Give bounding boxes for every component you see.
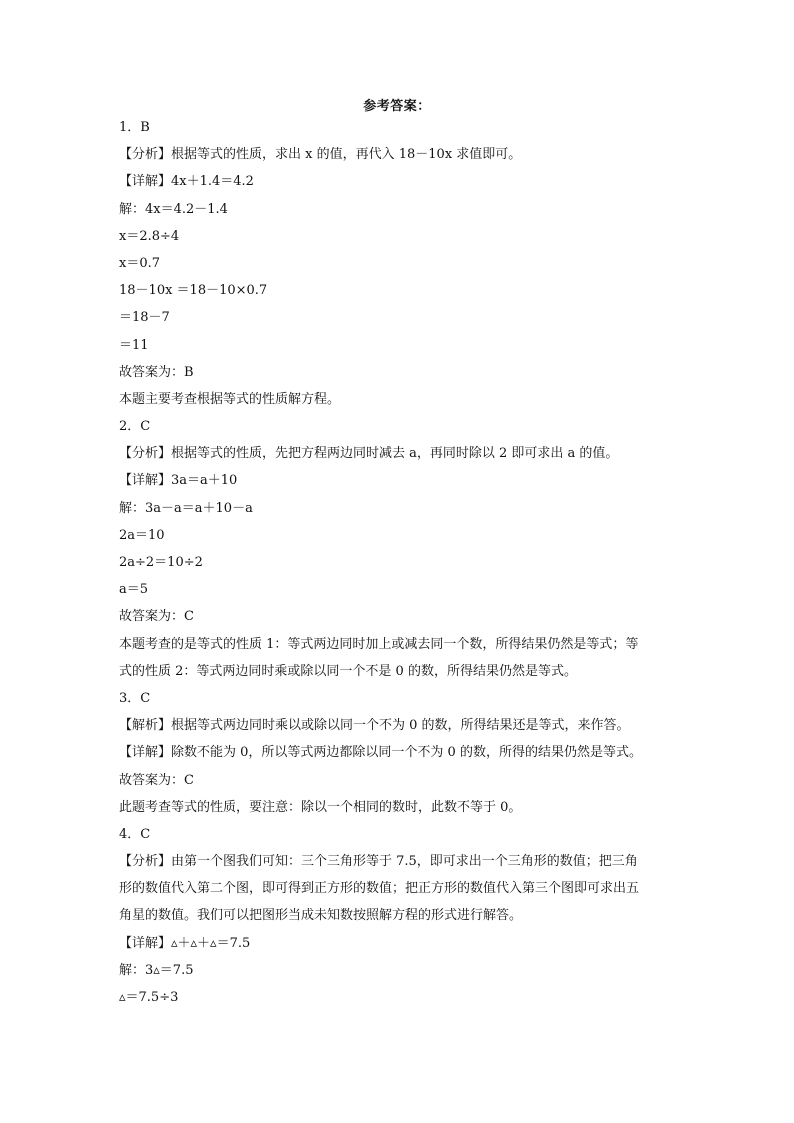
answer-2-analysis: 【分析】根据等式的性质，先把方程两边同时减去 a，再同时除以 2 即可求出 a 的值。 xyxy=(119,446,619,462)
answer-2-header: 2．C xyxy=(119,419,151,435)
answer-3-note: 此题考查等式的性质，要注意：除以一个相同的数时，此数不等于 0。 xyxy=(119,799,522,815)
answer-3-result: 故答案为：C xyxy=(119,772,194,788)
answer-4-analysis: 形的数值代入第二个图，即可得到正方形的数值；把正方形的数值代入第三个图即可求出五 xyxy=(119,881,640,897)
answer-3-detail: 【详解】除数不能为 0，所以等式两边都除以同一个不为 0 的数，所得的结果仍然是等式。 xyxy=(119,745,642,761)
answer-1-result: 故答案为：B xyxy=(119,364,194,380)
answer-2-note: 式的性质 2：等式两边同时乘或除以同一个不是 0 的数，所得结果仍然是等式。 xyxy=(119,663,577,679)
answer-1-step: 解：4x＝4.2－1.4 xyxy=(119,201,228,217)
answer-2-step: 2a÷2＝10÷2 xyxy=(119,555,203,570)
answer-2-step: 2a＝10 xyxy=(119,527,165,543)
answer-4-detail: 【详解】▵＋▵＋▵＝7.5 xyxy=(119,935,251,951)
answer-4-step: ▵＝7.5÷3 xyxy=(119,990,179,1005)
answer-1-step: x＝0.7 xyxy=(119,255,161,271)
answer-4-step: 解：3▵＝7.5 xyxy=(119,962,194,978)
answer-3-analysis: 【解析】根据等式两边同时乘以或除以同一个不为 0 的数，所得结果还是等式，来作答。 xyxy=(119,718,630,734)
answer-4-analysis: 【分析】由第一个图我们可知：三个三角形等于 7.5，即可求出一个三角形的数值；把三角 xyxy=(119,854,638,870)
answer-content xyxy=(119,114,679,1011)
answer-4-header: 4．C xyxy=(119,826,151,842)
answer-4-analysis: 角星的数值。我们可以把图形当成未知数按照解方程的形式进行解答。 xyxy=(119,908,523,924)
answer-2-note: 本题考查的是等式的性质 1：等式两边同时加上或减去同一个数，所得结果仍然是等式；等 xyxy=(119,636,639,652)
answer-2-detail: 【详解】3a＝a＋10 xyxy=(119,473,238,489)
answer-1-note: 本题主要考查根据等式的性质解方程。 xyxy=(119,391,341,407)
answer-2-result: 故答案为：C xyxy=(119,609,194,625)
answer-1-step: ＝18－7 xyxy=(119,310,170,326)
page-title: 参考答案： xyxy=(363,99,431,114)
answer-1-step: 18－10x ＝18－10×0.7 xyxy=(119,283,268,299)
answer-1-header: 1．B xyxy=(119,120,150,135)
answer-3-header: 3．C xyxy=(119,690,151,706)
answer-1-step: x＝2.8÷4 xyxy=(119,228,180,244)
answer-2-step: 解：3a－a＝a＋10－a xyxy=(119,500,253,516)
answer-1-analysis: 【分析】根据等式的性质，求出 x 的值，再代入 18－10x 求值即可。 xyxy=(119,147,522,163)
answer-2-step: a＝5 xyxy=(119,582,149,598)
answer-1-step: ＝11 xyxy=(119,337,149,353)
answer-1-detail: 【详解】4x＋1.4＝4.2 xyxy=(119,174,254,190)
